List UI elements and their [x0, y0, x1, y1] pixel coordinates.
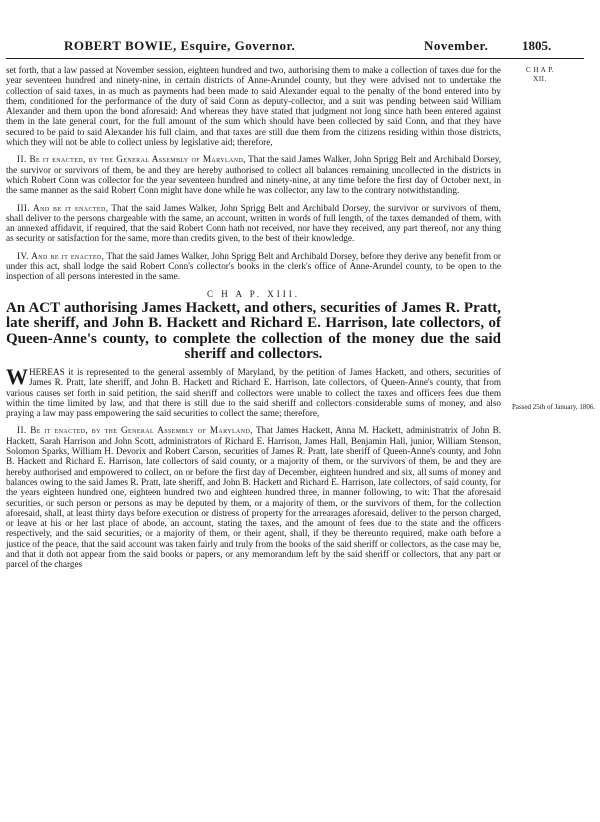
- chapter-heading: C H A P. XIII.: [206, 288, 300, 299]
- header-title: ROBERT BOWIE, Esquire, Governor.: [64, 38, 296, 53]
- header-month: November.: [424, 38, 489, 53]
- margin-chap-number: XII.: [533, 75, 547, 83]
- paragraph-2-text: That the said James Walker, John Sprigg Belt and Archibald Dorsey, the survivor or survivors of them, be and they are hereby authorised to collect all balances remaining uncollected in the districts in which Robert Conn was collector for the year seventeen hundred and ninety-nine, at any time before the first day of October next, in the same manner as the said Robert Conn might have done while he was collector, any law to the contrary notwithstanding.: [6, 154, 501, 196]
- enacting-clause: IV. And be it enacted,: [17, 250, 105, 261]
- margin-chapter-note: [510, 66, 570, 84]
- paragraph-5: [6, 425, 501, 569]
- whereas-paragraph: [6, 363, 501, 419]
- margin-chap-label: C H A P.: [525, 66, 555, 74]
- enacting-clause: II. Be it enacted, by the General Assembly of Maryland,: [17, 154, 246, 165]
- paragraph-4-text: That the said James Walker, John Sprigg Belt and Archibald Dorsey, before they derive any benefit from or under this act, shall lodge the said Robert Conn's collector's books in the clerk's office of Anne-Arundel county, to be open to the inspection of all persons interested in the same.: [6, 250, 501, 282]
- paragraph-3: [6, 203, 501, 244]
- enacting-clause: II. Be it enacted, by the General Assembly of Maryland,: [17, 425, 253, 436]
- act-title: An ACT authorising James Hackett, and others, securities of James R. Pratt, late sheriff, and John B. Hackett and Richard E. Harrison, late collectors, of Queen-Anne's county, to complete the collection of the money due the said sheriff and collectors.: [6, 299, 501, 363]
- paragraph-4: [6, 251, 501, 282]
- paragraph-1: set forth, that a law passed at November session, eighteen hundred and two, authorising them to make a collection of taxes due for the year seventeen hundred and ninety-nine, in certain districts of Anne-Arundel county, but they were advised not to undertake the collection of said taxes, in as much as payments had been made to said Alexander equal to the penalty of the bond entered into by them, conditioned for the performance of the duty of said Conn as deputy-collector, and a suit was pending between said William Alexander and them upon the bond aforesaid: And whereas they have stated that judgment not long since hath been entered against them in the late general court, for the full amount of the sum which should have been collected by said Conn, and that they have secured to be paid to said Alexander his full claim, and that taxes are still due them from the citizens residing within those districts, which they will not be able to collect unless by legislative aid; therefore,: [6, 65, 501, 148]
- drop-cap: W: [6, 363, 28, 389]
- paragraph-3-text: That the said James Walker, John Sprigg Belt and Archibald Dorsey, the survivor or survivors of them, shall deliver to the persons chargeable with the same, an account, written in words of full length, of the taxes demanded of them, with an annexed affidavit, if required, that the said Robert Conn hath not received, nor have they received, any part thereof, nor any thing as security or satisfaction for the same, more than credits given, to the best of their knowledge.: [6, 202, 502, 244]
- paragraph-2: [6, 154, 501, 195]
- enacting-clause: III. And be it enacted,: [17, 202, 109, 213]
- body-text: [6, 65, 501, 577]
- whereas-text: HEREAS it is represented to the general assembly of Maryland, by the petition of James Hackett, and others, securities of James R. Pratt, late sheriff, and John B. Hackett and Richard E. Harrison, late collectors, of Queen-Anne's county, that from various causes set forth in said petition, the said sheriff and collectors were unable to collect the taxes and officers fees due them within the time limited by law, and that there is still due to the said sheriff and collectors considerable sums of money, and also praying a law may pass empowering the said securities to collect the same; therefore,: [6, 366, 501, 419]
- margin-passed-note: Passed 25th of January, 1806.: [512, 403, 596, 411]
- header-rule: [6, 58, 584, 59]
- running-header: [0, 38, 600, 58]
- header-year: 1805.: [522, 38, 552, 53]
- paragraph-5-text: That James Hackett, Anna M. Hackett, administratrix of John B. Hackett, Sarah Harrison and John Scott, administrators of Richard E. Harrison, James Hall, Benjamin Hall, junior, William Stenson, Solomon Sparks, William H. Devorix and Robert Carson, securities of James R. Pratt, late sheriff of Queen-Anne's county, and John B. Hackett and Richard E. Harrison, late collectors of said county, or a majority of them, or the survivors of them, be and they are hereby authorised and empowered to collect, on or before the first day of December, eighteen hundred and six, all sums of money and balances owing to the said James R. Pratt, late sheriff, and John B. Hackett and Richard E. Harrison, late collectors, of said county, for the years eighteen hundred one, eighteen hundred two and eighteen hundred three, in manner following, to wit: That the aforesaid securities, or such person or persons as may be deputed by them, or a majority of them, or the survivors of them, for the collection aforesaid, shall, at least thirty days before execution or distress of property for the arrearages aforesaid, deliver to the person charged, or leave at his or her last place of abode, an account, stating the taxes, and the amount of fees due to the state and the officers respectively, and the said securities, or a majority of them, or their agent, shall, if they be thereunto required, make oath before a justice of the peace, that the said account was taken fairly and truly from the books of the said sheriff or collectors, as the case may be, and that it doth not appear from the said books or papers, or any memorandum left by the said sheriff or collectors, that any part or parcel of the charges: [6, 425, 501, 570]
